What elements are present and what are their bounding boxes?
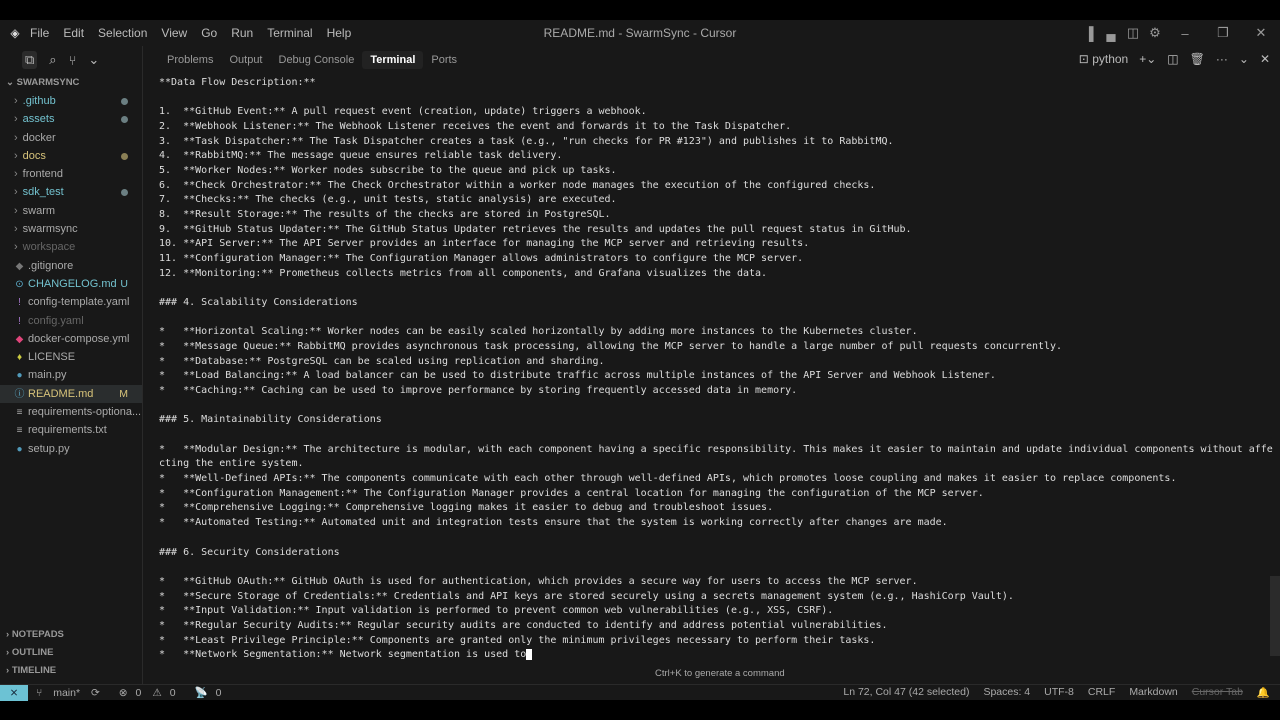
toggle-secondary-sidebar-icon[interactable]: ◫ <box>1126 25 1140 40</box>
split-terminal-icon[interactable]: ◫ <box>1167 52 1179 66</box>
terminal-line <box>159 281 1273 296</box>
file-label: workspace <box>22 241 76 254</box>
menu-file[interactable]: File <box>30 26 50 40</box>
cursor-tab[interactable]: Cursor Tab <box>1191 686 1243 698</box>
file-item[interactable] <box>0 403 142 421</box>
more-actions-icon[interactable]: ··· <box>1215 52 1228 66</box>
terminal-line: * **GitHub OAuth:** GitHub OAuth is used for authentication, which provides a secure way for users to access the MCP server. <box>159 575 918 587</box>
terminal-line: * **Network Segmentation:** Network segmentation is used to <box>159 648 1273 663</box>
file-label: docs <box>22 149 46 162</box>
terminal-line: 8. **Result Storage:** The results of the checks are stored in PostgreSQL. <box>159 209 611 221</box>
language-mode[interactable]: Markdown <box>1129 686 1178 698</box>
terminal-line: * **Automated Testing:** Automated unit and integration tests ensure that the system is working correctly after changes are made. <box>159 517 948 529</box>
folder-item[interactable] <box>0 202 142 220</box>
file-type-icon: ! <box>18 315 21 327</box>
file-item[interactable] <box>0 293 142 311</box>
file-item[interactable] <box>0 440 142 458</box>
modified-dot-icon <box>121 116 128 123</box>
warning-icon: ⚠ <box>152 687 162 699</box>
explorer-sidebar <box>0 46 143 684</box>
chevron-right-icon: › <box>14 168 18 181</box>
close-panel-icon[interactable]: ✕ <box>1259 52 1270 66</box>
window-title: README.md - SwarmSync - Cursor <box>543 26 737 40</box>
trash-icon[interactable]: 🗑 <box>1189 52 1205 66</box>
minimize-button[interactable]: – <box>1181 25 1189 41</box>
file-label: setup.py <box>28 442 70 455</box>
menu-selection[interactable]: Selection <box>98 26 148 40</box>
file-item[interactable] <box>0 421 142 439</box>
modified-dot-icon <box>121 153 128 160</box>
indentation[interactable]: Spaces: 4 <box>983 686 1031 698</box>
file-label: swarm <box>22 204 56 217</box>
terminal-line: 3. **Task Dispatcher:** The Task Dispatcher creates a task (e.g., "run checks for PR #123") and publishes it to RabbitMQ. <box>159 135 894 147</box>
file-item[interactable] <box>0 257 142 275</box>
chevron-right-icon: › <box>14 113 18 126</box>
remote-icon[interactable]: ⨯ <box>0 685 28 701</box>
encoding[interactable]: UTF-8 <box>1044 686 1074 698</box>
terminal-line: ### 4. Scalability Considerations <box>159 297 358 309</box>
file-item[interactable] <box>0 312 142 330</box>
chevron-down-icon[interactable]: ⌄ <box>88 52 100 67</box>
terminal-line: * **Well-Defined APIs:** The components communicate with each other through well-defined APIs, which promotes loose coupling and makes it easier to replace components. <box>159 473 1177 485</box>
title-bar <box>0 20 1280 46</box>
terminal-line: cting the entire system. <box>159 458 304 470</box>
branch-indicator[interactable]: ⑂ main* ⟳ <box>36 687 100 699</box>
broadcast-icon: 📡 <box>194 687 208 699</box>
terminal-line: * **Load Balancing:** A load balancer can be used to distribute traffic across multiple instances of the API Server and Webhook Listener. <box>159 370 996 382</box>
terminal-line: 6. **Check Orchestrator:** The Check Orchestrator within a worker node manages the execution of the configured checks. <box>159 179 876 191</box>
status-bar <box>0 684 1280 700</box>
menu-run[interactable]: Run <box>231 26 254 40</box>
settings-gear-icon[interactable]: ⚙ <box>1149 25 1161 40</box>
terminal-shell-selector[interactable]: ⊡ python <box>1078 52 1129 66</box>
tab-ports[interactable]: Ports <box>431 54 458 66</box>
file-label: config.yaml <box>28 314 84 327</box>
file-label: requirements-optiona... <box>28 406 142 419</box>
terminal-line: * **Secure Storage of Credentials:** Credentials and API keys are stored securely using a secrets management system (e.g., HashiCorp Vault). <box>159 590 1014 602</box>
problems-indicator[interactable]: ⊗ 0 ⚠ 0 <box>118 687 176 699</box>
terminal-line: ### 6. Security Considerations <box>159 546 340 558</box>
terminal-line: 1. **GitHub Event:** A pull request event (creation, update) triggers a webhook. <box>159 106 647 118</box>
chevron-right-icon: › <box>14 149 18 162</box>
tab-problems[interactable]: Problems <box>167 54 214 66</box>
terminal-line: * **Configuration Management:** The Configuration Manager provides a central location for managing the configuration of the MCP server. <box>159 487 984 499</box>
error-icon: ⊗ <box>118 687 128 699</box>
menu-terminal[interactable]: Terminal <box>267 26 313 40</box>
file-type-icon: ≡ <box>16 407 23 419</box>
menu-help[interactable]: Help <box>326 26 352 40</box>
cursor-logo-icon: ◈ <box>10 26 20 40</box>
terminal-scrollbar[interactable] <box>1270 576 1280 656</box>
terminal-line <box>159 311 1273 326</box>
menu-go[interactable]: Go <box>201 26 218 40</box>
folder-item[interactable] <box>0 183 142 201</box>
terminal-output[interactable] <box>159 76 1273 663</box>
folder-item[interactable] <box>0 238 142 256</box>
explorer-root[interactable]: ⌄ SWARMSYNC <box>6 77 80 88</box>
menu-bar <box>30 26 365 40</box>
file-label: assets <box>22 113 55 126</box>
modified-dot-icon <box>121 189 128 196</box>
section-outline[interactable]: › OUTLINE <box>6 647 54 658</box>
terminal-line: 7. **Checks:** The checks (e.g., unit tests, static analysis) are executed. <box>159 194 617 206</box>
file-type-icon: ♦ <box>16 352 23 364</box>
terminal-line: 4. **RabbitMQ:** The message queue ensures reliable task delivery. <box>159 150 563 162</box>
terminal-line: * **Message Queue:** RabbitMQ provides asynchronous task processing, allowing the MCP server to handle a large number of pull requests concurrently. <box>159 341 1063 353</box>
terminal-icon: ⊡ <box>1078 52 1089 66</box>
ports-indicator[interactable]: 📡 0 <box>194 687 222 699</box>
tab-output[interactable]: Output <box>229 54 263 66</box>
file-label: docker-compose.yml <box>28 332 130 345</box>
section-timeline[interactable]: › TIMELINE <box>6 665 57 676</box>
terminal-cursor <box>526 649 532 660</box>
file-label: sdk_test <box>22 186 64 199</box>
cursor-window <box>0 20 1280 700</box>
file-item[interactable] <box>0 348 142 366</box>
chevron-right-icon: › <box>14 241 18 254</box>
tab-debug-console[interactable]: Debug Console <box>278 54 355 66</box>
terminal-line: ### 5. Maintainability Considerations <box>159 414 382 426</box>
chevron-right-icon: › <box>14 186 18 199</box>
tab-terminal[interactable]: Terminal <box>362 51 423 69</box>
terminal-line: 10. **API Server:** The API Server provides an interface for managing the MCP server and retrieving results. <box>159 238 810 250</box>
terminal-line: * **Input Validation:** Input validation is performed to prevent common web vulnerabilities (e.g., XSS, CSRF). <box>159 605 834 617</box>
menu-view[interactable]: View <box>161 26 188 40</box>
terminal-line: * **Modular Design:** The architecture is modular, with each component having a specific responsibility. This makes it easier to maintain and update individual components without affe <box>159 443 1273 455</box>
terminal-line: 11. **Configuration Manager:** The Configuration Manager allows administrators to configure the MCP server. <box>159 253 804 265</box>
chevron-right-icon: › <box>14 204 18 217</box>
file-label: requirements.txt <box>28 424 107 437</box>
terminal-line: 12. **Monitoring:** Prometheus collects metrics from all components, and Grafana visualizes the data. <box>159 267 768 279</box>
file-item[interactable] <box>0 275 142 293</box>
file-label: LICENSE <box>28 351 76 364</box>
terminal-line: 9. **GitHub Status Updater:** The GitHub Status Updater retrieves the results and updates the pull request status in GitHub. <box>159 223 912 235</box>
file-label: config-template.yaml <box>28 296 130 309</box>
source-control-icon[interactable]: ⑂ <box>68 52 77 68</box>
folder-item[interactable] <box>0 220 142 238</box>
terminal-line: **Data Flow Description:** <box>159 77 316 88</box>
file-type-icon: ◆ <box>15 260 24 272</box>
terminal-line: 5. **Worker Nodes:** Worker nodes subscribe to the queue and pick up tasks. <box>159 165 617 177</box>
file-type-icon: ⊙ <box>15 278 24 290</box>
terminal-line <box>159 531 1273 546</box>
file-item[interactable] <box>0 366 142 384</box>
folder-item[interactable] <box>0 165 142 183</box>
cursor-position[interactable]: Ln 72, Col 47 (42 selected) <box>843 686 970 698</box>
file-label: .gitignore <box>28 259 74 272</box>
file-label: docker <box>22 131 56 144</box>
file-item[interactable] <box>0 385 142 403</box>
terminal-line <box>159 399 1273 414</box>
terminal-line: * **Caching:** Caching can be used to improve performance by storing frequently accessed data in memory. <box>159 385 798 397</box>
git-status-badge: U <box>120 277 128 290</box>
sync-icon[interactable]: ⟳ <box>91 687 100 699</box>
file-label: CHANGELOG.md <box>28 277 117 290</box>
file-label: frontend <box>22 168 64 181</box>
explorer-icon[interactable]: ⧉ <box>22 51 37 69</box>
file-item[interactable] <box>0 330 142 348</box>
close-window-button[interactable]: ✕ <box>1255 25 1267 40</box>
file-label: .github <box>22 95 56 107</box>
new-terminal-plus-icon[interactable]: +⌄ <box>1139 52 1157 66</box>
section-notepads[interactable]: › NOTEPADS <box>6 629 64 640</box>
menu-edit[interactable]: Edit <box>63 26 85 40</box>
terminal-line: * **Least Privilege Principle:** Components are granted only the minimum privileges necessary to perform their tasks. <box>159 634 876 646</box>
folder-item[interactable] <box>0 110 142 128</box>
file-label: main.py <box>28 369 67 382</box>
file-type-icon: ◆ <box>15 333 24 345</box>
collapse-panel-icon[interactable]: ⌄ <box>1238 52 1249 66</box>
file-type-icon: ≡ <box>16 425 23 437</box>
file-label: README.md <box>28 387 94 400</box>
terminal-line <box>159 560 1273 575</box>
toggle-panel-icon[interactable]: ▄ <box>1106 25 1116 41</box>
terminal-line: * **Horizontal Scaling:** Worker nodes can be easily scaled horizontally by adding more instances to the Kubernetes cluster. <box>159 326 918 338</box>
terminal-line: * **Regular Security Audits:** Regular security audits are conducted to identify and address potential vulnerabilities. <box>159 619 888 631</box>
restore-button[interactable]: ❐ <box>1217 25 1229 40</box>
chevron-right-icon: › <box>14 131 18 144</box>
toggle-sidebar-icon[interactable]: ▐ <box>1084 25 1094 41</box>
terminal-line: 2. **Webhook Listener:** The Webhook Listener receives the event and forwards it to the Task Dispatcher. <box>159 121 792 133</box>
terminal-line <box>159 428 1273 443</box>
file-type-icon: ● <box>16 443 23 455</box>
terminal-line: * **Database:** PostgreSQL can be scaled using replication and sharding. <box>159 355 605 367</box>
git-status-badge: M <box>119 387 128 400</box>
file-type-icon: ! <box>18 297 21 309</box>
terminal-line: * **Comprehensive Logging:** Comprehensive logging makes it easier to debug and troubleshoot issues. <box>159 502 774 514</box>
chevron-right-icon: › <box>14 223 18 236</box>
terminal-panel <box>143 46 1280 684</box>
modified-dot-icon <box>121 98 128 105</box>
file-label: swarmsync <box>22 223 78 236</box>
folder-item[interactable] <box>0 147 142 165</box>
generate-command-hint: Ctrl+K to generate a command <box>655 668 785 679</box>
bell-icon[interactable]: 🔔 <box>1256 687 1270 699</box>
folder-item[interactable] <box>0 92 142 110</box>
file-type-icon: ● <box>16 370 23 382</box>
chevron-right-icon: › <box>14 95 18 107</box>
file-type-icon: ⓘ <box>14 388 25 400</box>
folder-item[interactable] <box>0 129 142 147</box>
search-icon[interactable]: ⌕ <box>49 52 57 67</box>
terminal-line <box>159 91 1273 106</box>
line-ending[interactable]: CRLF <box>1087 686 1116 698</box>
